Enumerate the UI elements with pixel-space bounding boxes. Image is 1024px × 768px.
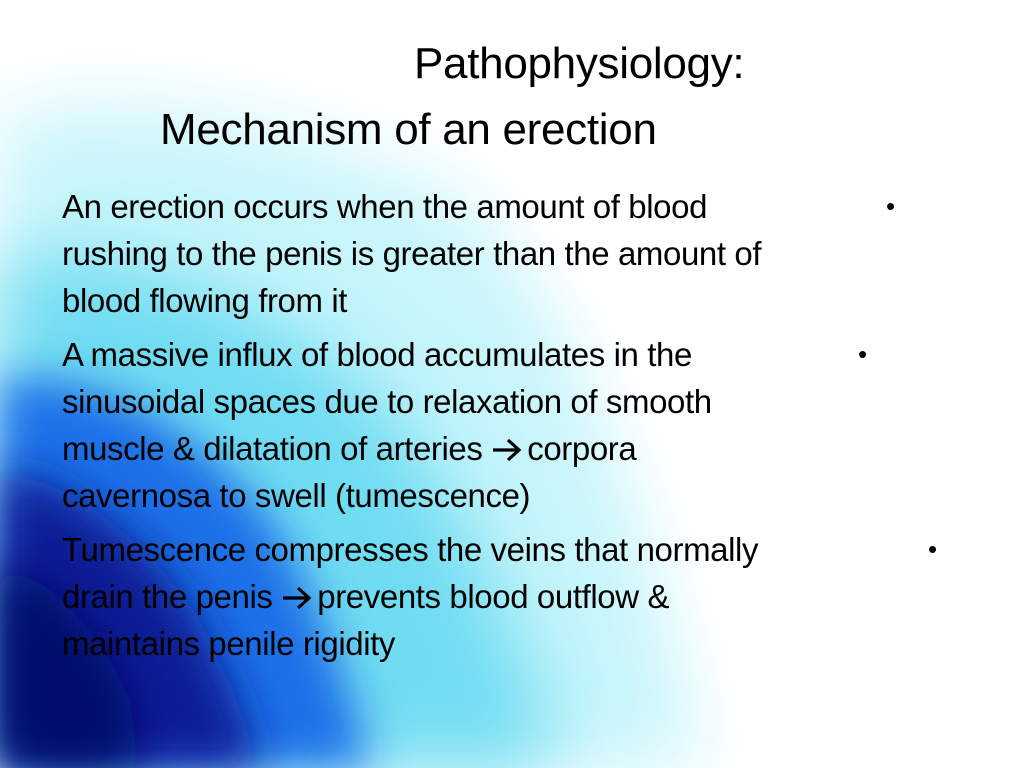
bullet-2-line-2: sinusoidal spaces due to relaxation of smooth bbox=[62, 383, 712, 420]
right-arrow-icon bbox=[491, 437, 523, 463]
title-line-2: Mechanism of an erection bbox=[160, 105, 657, 154]
bullet-1-line-1: An erection occurs when the amount of blood bbox=[62, 188, 708, 225]
bullet-item-1 bbox=[62, 183, 962, 324]
bullet-2-line-1: A massive influx of blood accumulates in the bbox=[62, 336, 692, 373]
bullet-marker-1: • bbox=[886, 191, 896, 221]
bullet-2-line-4: cavernosa to swell (tumescence) bbox=[62, 477, 531, 514]
bullet-1-line-2: rushing to the penis is greater than the amount of bbox=[62, 235, 762, 272]
bullet-2-line-3-end: corpora bbox=[527, 430, 637, 467]
bullet-2-line-3 bbox=[62, 425, 962, 472]
bullet-3-line-2-end: prevents blood outflow & bbox=[317, 578, 670, 615]
bullet-item-2 bbox=[62, 331, 962, 519]
bullet-item-3 bbox=[62, 526, 962, 667]
bullet-2-line-3-start: muscle & dilatation of arteries bbox=[62, 430, 483, 467]
bullet-marker-3: • bbox=[928, 534, 938, 564]
bullet-3-line-3: maintains penile rigidity bbox=[62, 625, 396, 662]
right-arrow-icon bbox=[281, 585, 313, 611]
bullet-marker-2: • bbox=[858, 339, 868, 369]
bullet-1-line-3: blood flowing from it bbox=[62, 282, 348, 319]
bullet-3-line-1: Tumescence compresses the veins that normally bbox=[62, 531, 759, 568]
title-line-1: Pathophysiology: bbox=[414, 39, 745, 88]
bullet-3-line-2 bbox=[62, 573, 962, 620]
bullet-3-line-2-start: drain the penis bbox=[62, 578, 273, 615]
